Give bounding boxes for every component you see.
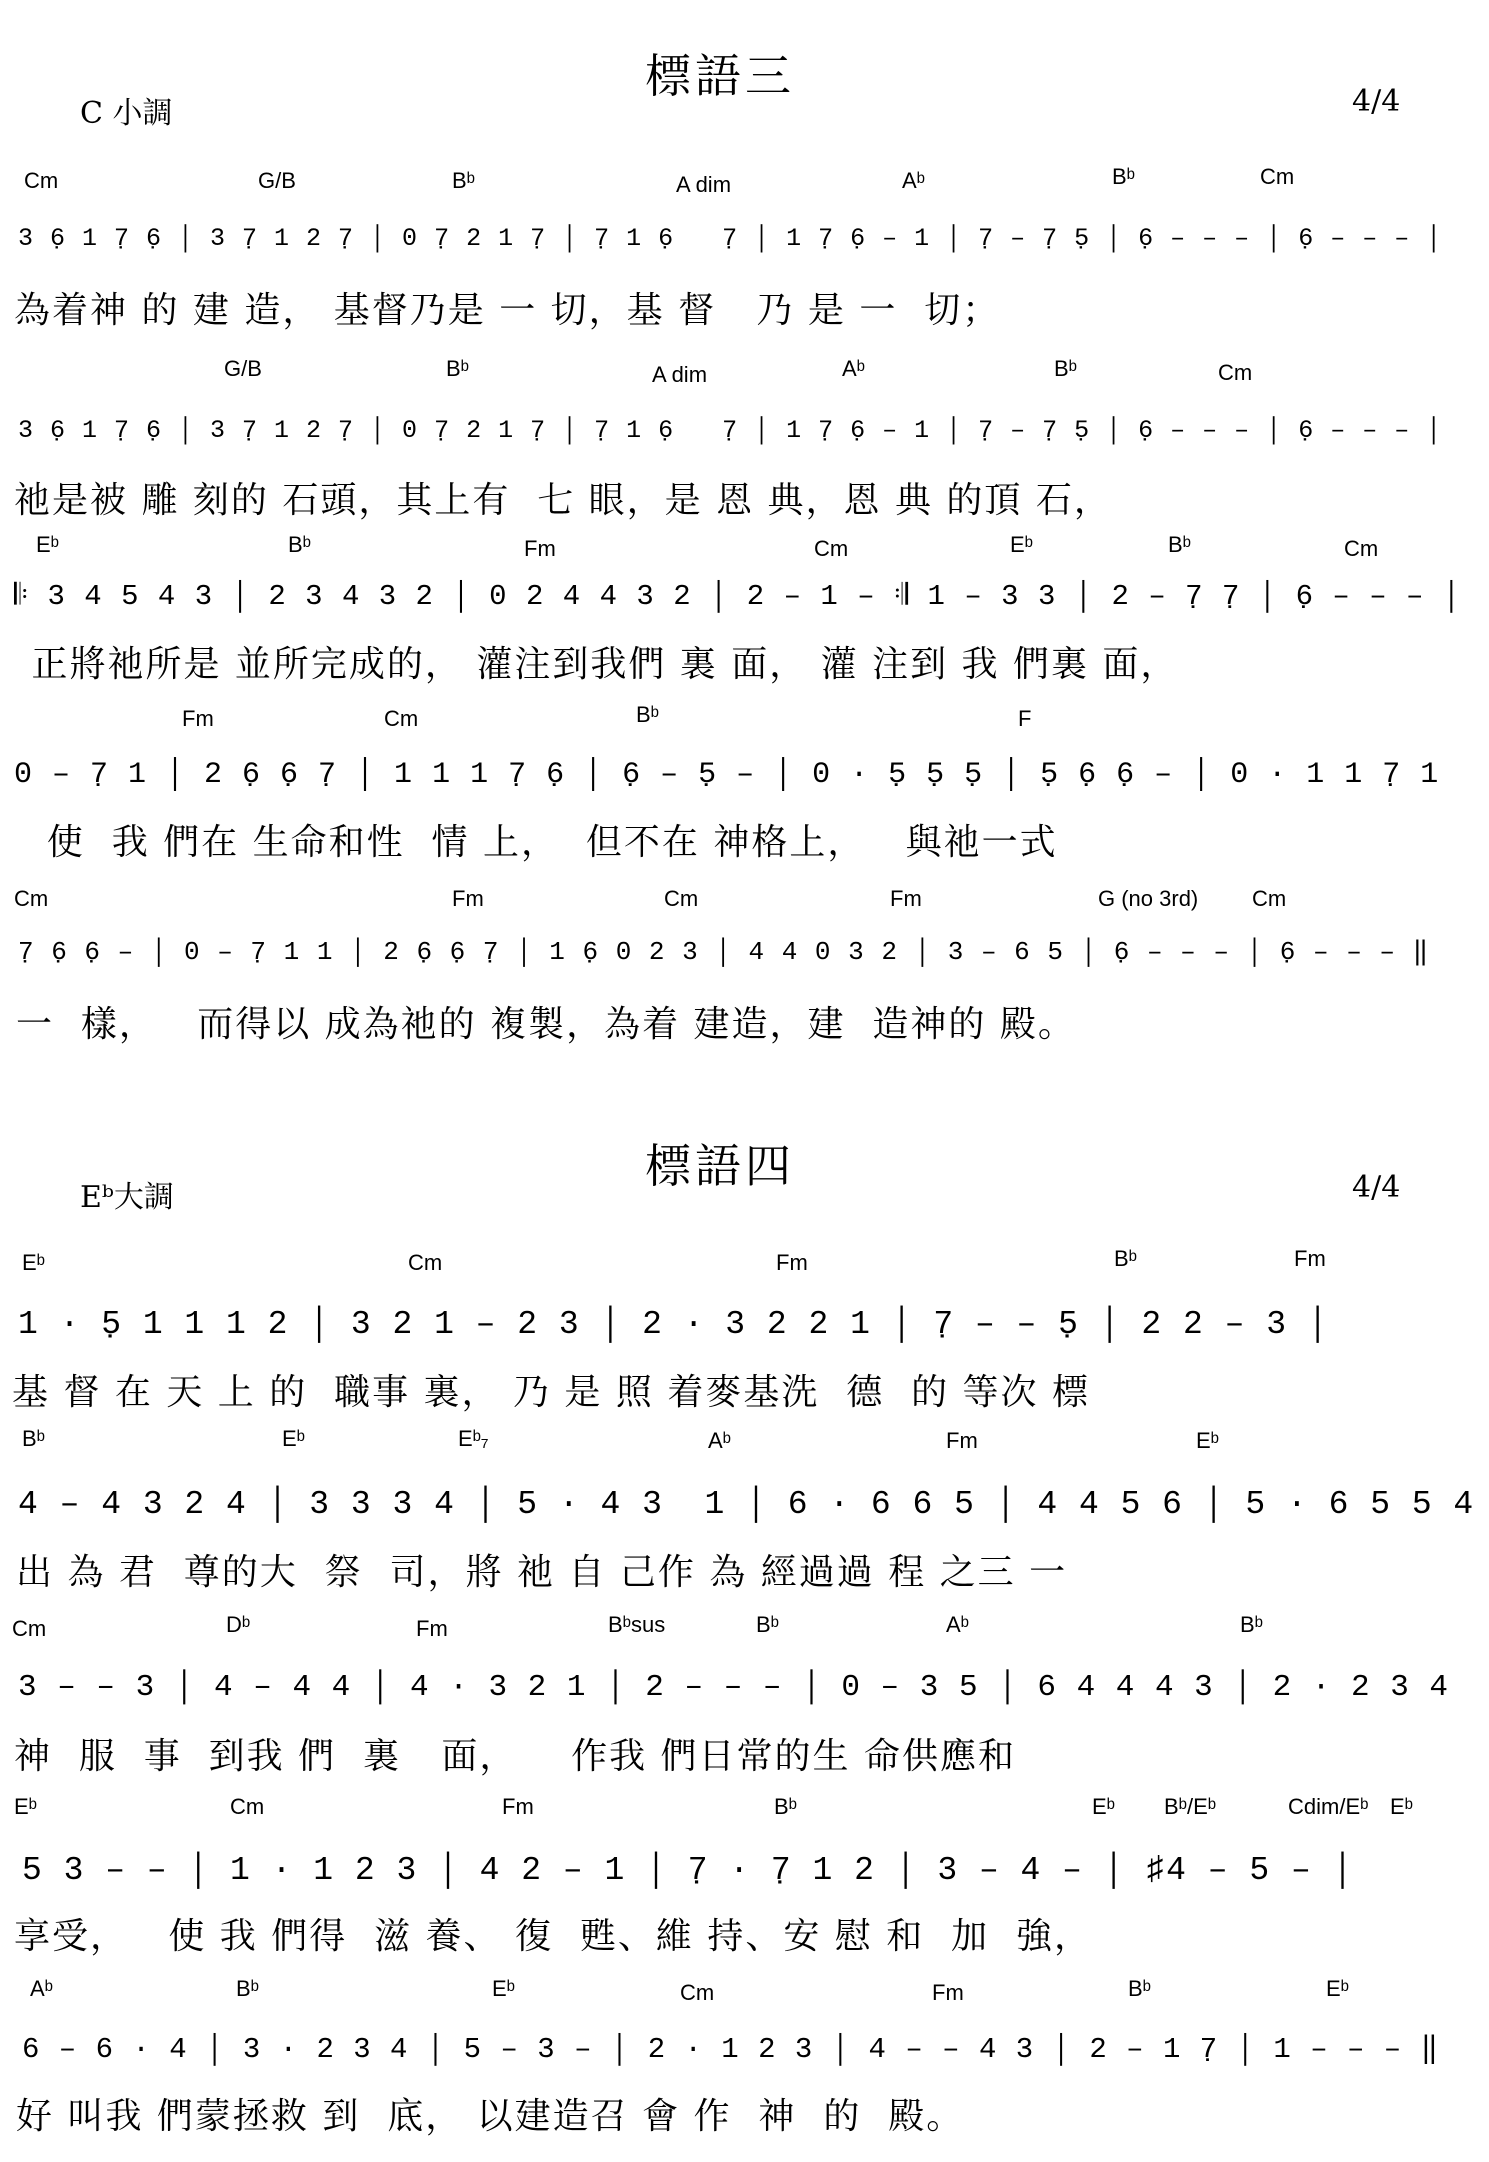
key-signature: Eᵇ大調 [80,1180,174,1215]
notation-line: 𝄆 3 4 5 4 3 │ 2 3 4 3 2 │ 0 2 4 4 3 2 │ 2 – 1 – 𝄇 1 – 3 3 │ 2 – 7̣ 7̣ │ 6̣ – – – │ [14,580,1462,613]
lyric-line: 出 為 君 尊的大 祭 司，將 祂 自 己作 為 經過過 程 之三 一 [16,1552,1068,1593]
chord-symbol: Bᵇ [1240,1612,1263,1637]
chord-symbol: Cm [1344,536,1379,561]
notation-line: 7̣ 6̣ 6̣ – │ 0 – 7̣ 1 1 │ 2 6̣ 6̣ 7̣ │ 1 6̣ 0 2 3 │ 4 4 0 3 2 │ 3 – 6 5 │ 6̣ – – – │ 6̣ – – – ‖ [18,937,1430,967]
chord-symbol: Fm [182,706,214,731]
chord-symbol: Aᵇ [708,1428,731,1453]
chord-symbol: Bᵇ [446,356,469,381]
chord-symbol: Cm [230,1794,265,1819]
chord-symbol: Aᵇ [946,1612,969,1637]
chord-symbol: Bᵇ [1054,356,1077,381]
chord-symbol: Eᵇ [1092,1794,1115,1819]
notation-line: 4 – 4 3 2 4 │ 3 3 3 4 │ 5 · 4 3 1 │ 6 · 6 6 5 │ 4 4 5 6 │ 5 · 6 5 5 4 [18,1486,1475,1523]
chord-symbol: Bᵇ [756,1612,779,1637]
chord-symbol: Cm [680,1980,715,2005]
chord-symbol: Cm [384,706,419,731]
chord-symbol: Fm [932,1980,964,2005]
chord-symbol: Eᵇ [1196,1428,1219,1453]
chord-symbol: Cm [664,886,699,911]
chord-symbol: A dim [652,362,708,387]
chord-symbol: Eᵇ [1010,532,1033,557]
chord-symbol: Cm [14,886,49,911]
lyric-line: 基 督 在 天 上 的 職事 裏， 乃 是 照 着麥基洗 德 的 等次 標 [12,1372,1090,1413]
chord-symbol: Bᵇ [1168,532,1191,557]
chord-symbol: Bᵇsus [608,1612,666,1637]
chord-symbol: Bᵇ [22,1426,45,1451]
chord-symbol: Bᵇ [1112,164,1135,189]
chord-symbol: Cm [1260,164,1295,189]
time-signature: 4/4 [1352,84,1401,119]
chord-symbol: G/B [224,356,262,381]
notation-line: 3 6̣ 1 7̣ 6̣ │ 3 7̣ 1 2 7̣ │ 0 7̣ 2 1 7̣ │ 7̣ 1 6̣ 7̣ │ 1 7̣ 6̣ – 1 │ 7̣ – 7̣ 5̣ │ 6̣ – – – │ 6̣ – – – │ [18,224,1443,253]
notation-line: 3 – – 3 │ 4 – 4 4 │ 4 · 3 2 1 │ 2 – – – │ 0 – 3 5 │ 6 4 4 4 3 │ 2 · 2 3 4 [18,1670,1450,1705]
song-title: 標語三 [645,49,795,103]
time-signature: 4/4 [1352,1170,1401,1205]
chord-symbol: Cm [24,168,59,193]
chord-symbol: Fm [946,1428,978,1453]
notation-line: 0 – 7̣ 1 │ 2 6̣ 6̣ 7̣ │ 1 1 1 7̣ 6̣ │ 6̣ – 5̣ – │ 0 · 5̣ 5̣ 5̣ │ 5̣ 6̣ 6̣ – │ 0 · 1 1 7̣ 1 [14,758,1440,792]
lyric-line: 享受， 使 我 們得 滋 養、 復 甦、維 持、安 慰 和 加 強， [14,1916,1092,1957]
notation-line: 5 3 – – │ 1 · 1 2 3 │ 4 2 – 1 │ 7̣ · 7̣ 1 2 │ 3 – 4 – │ ♯4 – 5 – │ [22,1852,1354,1889]
chord-symbol: Cm [1218,360,1253,385]
chord-symbol: Bᵇ [288,532,311,557]
chord-symbol: A dim [676,172,732,197]
chord-symbol: F [1018,706,1032,731]
chord-symbol: Fm [1294,1246,1326,1271]
lyric-line: 一 樣， 而得以 成為祂的 複製，為着 建造，建 造神的 殿。 [16,1004,1076,1045]
chord-symbol: Bᵇ [1128,1976,1151,2001]
chord-symbol: Fm [524,536,556,561]
chord-symbol: Bᵇ [236,1976,259,2001]
chord-symbol: Bᵇ [1114,1246,1137,1271]
lyric-line: 祂是被 雕 刻的 石頭，其上有 七 眼，是 恩 典，恩 典 的頂 石， [14,480,1112,521]
chord-symbol: Cdim/Eᵇ [1288,1794,1369,1819]
chord-symbol: Dᵇ [226,1612,251,1637]
chord-symbol: Bᵇ/Eᵇ [1164,1794,1217,1819]
chord-symbol: Eᵇ [22,1250,45,1275]
chord-symbol: Cm [12,1616,47,1641]
lyric-line: 為着神 的 建 造， 基督乃是 一 切，基 督 乃 是 一 切； [14,290,1001,331]
chord-symbol: Aᵇ [30,1976,53,2001]
chord-symbol: Eᵇ₇ [458,1426,489,1451]
chord-symbol: Eᵇ [492,1976,515,2001]
chord-symbol: G (no 3rd) [1098,886,1199,911]
chord-symbol: Aᵇ [902,168,925,193]
chord-symbol: Bᵇ [636,702,659,727]
chord-symbol: Fm [502,1794,534,1819]
chord-symbol: Fm [416,1616,448,1641]
chord-symbol: Cm [814,536,849,561]
key-signature: C 小調 [80,96,173,131]
chord-symbol: Fm [452,886,484,911]
lyric-line: 正將祂所是 並所完成的， 灌注到我們 裏 面， 灌 注到 我 們裏 面， [18,644,1179,685]
chord-symbol: Cm [1252,886,1287,911]
lyric-line: 神 服 事 到我 們 裏 面， 作我 們日常的生 命供應和 [14,1736,1016,1777]
chord-symbol: G/B [258,168,296,193]
chord-symbol: Fm [890,886,922,911]
song-title: 標語四 [645,1139,795,1193]
chord-symbol: Bᵇ [452,168,475,193]
chord-symbol: Eᵇ [1326,1976,1349,2001]
chord-symbol: Eᵇ [1390,1794,1413,1819]
lyric-line: 使 我 們在 生命和性 情 上， 但不在 神格上， 與祂一式 [20,822,1058,863]
chord-symbol: Aᵇ [842,356,865,381]
chord-symbol: Fm [776,1250,808,1275]
notation-line: 3 6̣ 1 7̣ 6̣ │ 3 7̣ 1 2 7̣ │ 0 7̣ 2 1 7̣ │ 7̣ 1 6̣ 7̣ │ 1 7̣ 6̣ – 1 │ 7̣ – 7̣ 5̣ │ 6̣ – – – │ 6̣ – – – │ [18,416,1443,445]
chord-symbol: Eᵇ [36,532,59,557]
lyric-line: 好 叫我 們蒙拯救 到 底， 以建造召 會 作 神 的 殿。 [16,2096,965,2137]
chord-symbol: Bᵇ [774,1794,797,1819]
notation-line: 6 – 6 · 4 │ 3 · 2 3 4 │ 5 – 3 – │ 2 · 1 2 3 │ 4 – – 4 3 │ 2 – 1 7̣ │ 1 – – – ‖ [22,2033,1440,2066]
notation-line: 1 · 5̣ 1 1 1 2 │ 3 2 1 – 2 3 │ 2 · 3 2 2 1 │ 7̣ – – 5̣ │ 2 2 – 3 │ [18,1306,1329,1343]
chord-symbol: Eᵇ [14,1794,37,1819]
chord-symbol: Eᵇ [282,1426,305,1451]
chord-symbol: Cm [408,1250,443,1275]
